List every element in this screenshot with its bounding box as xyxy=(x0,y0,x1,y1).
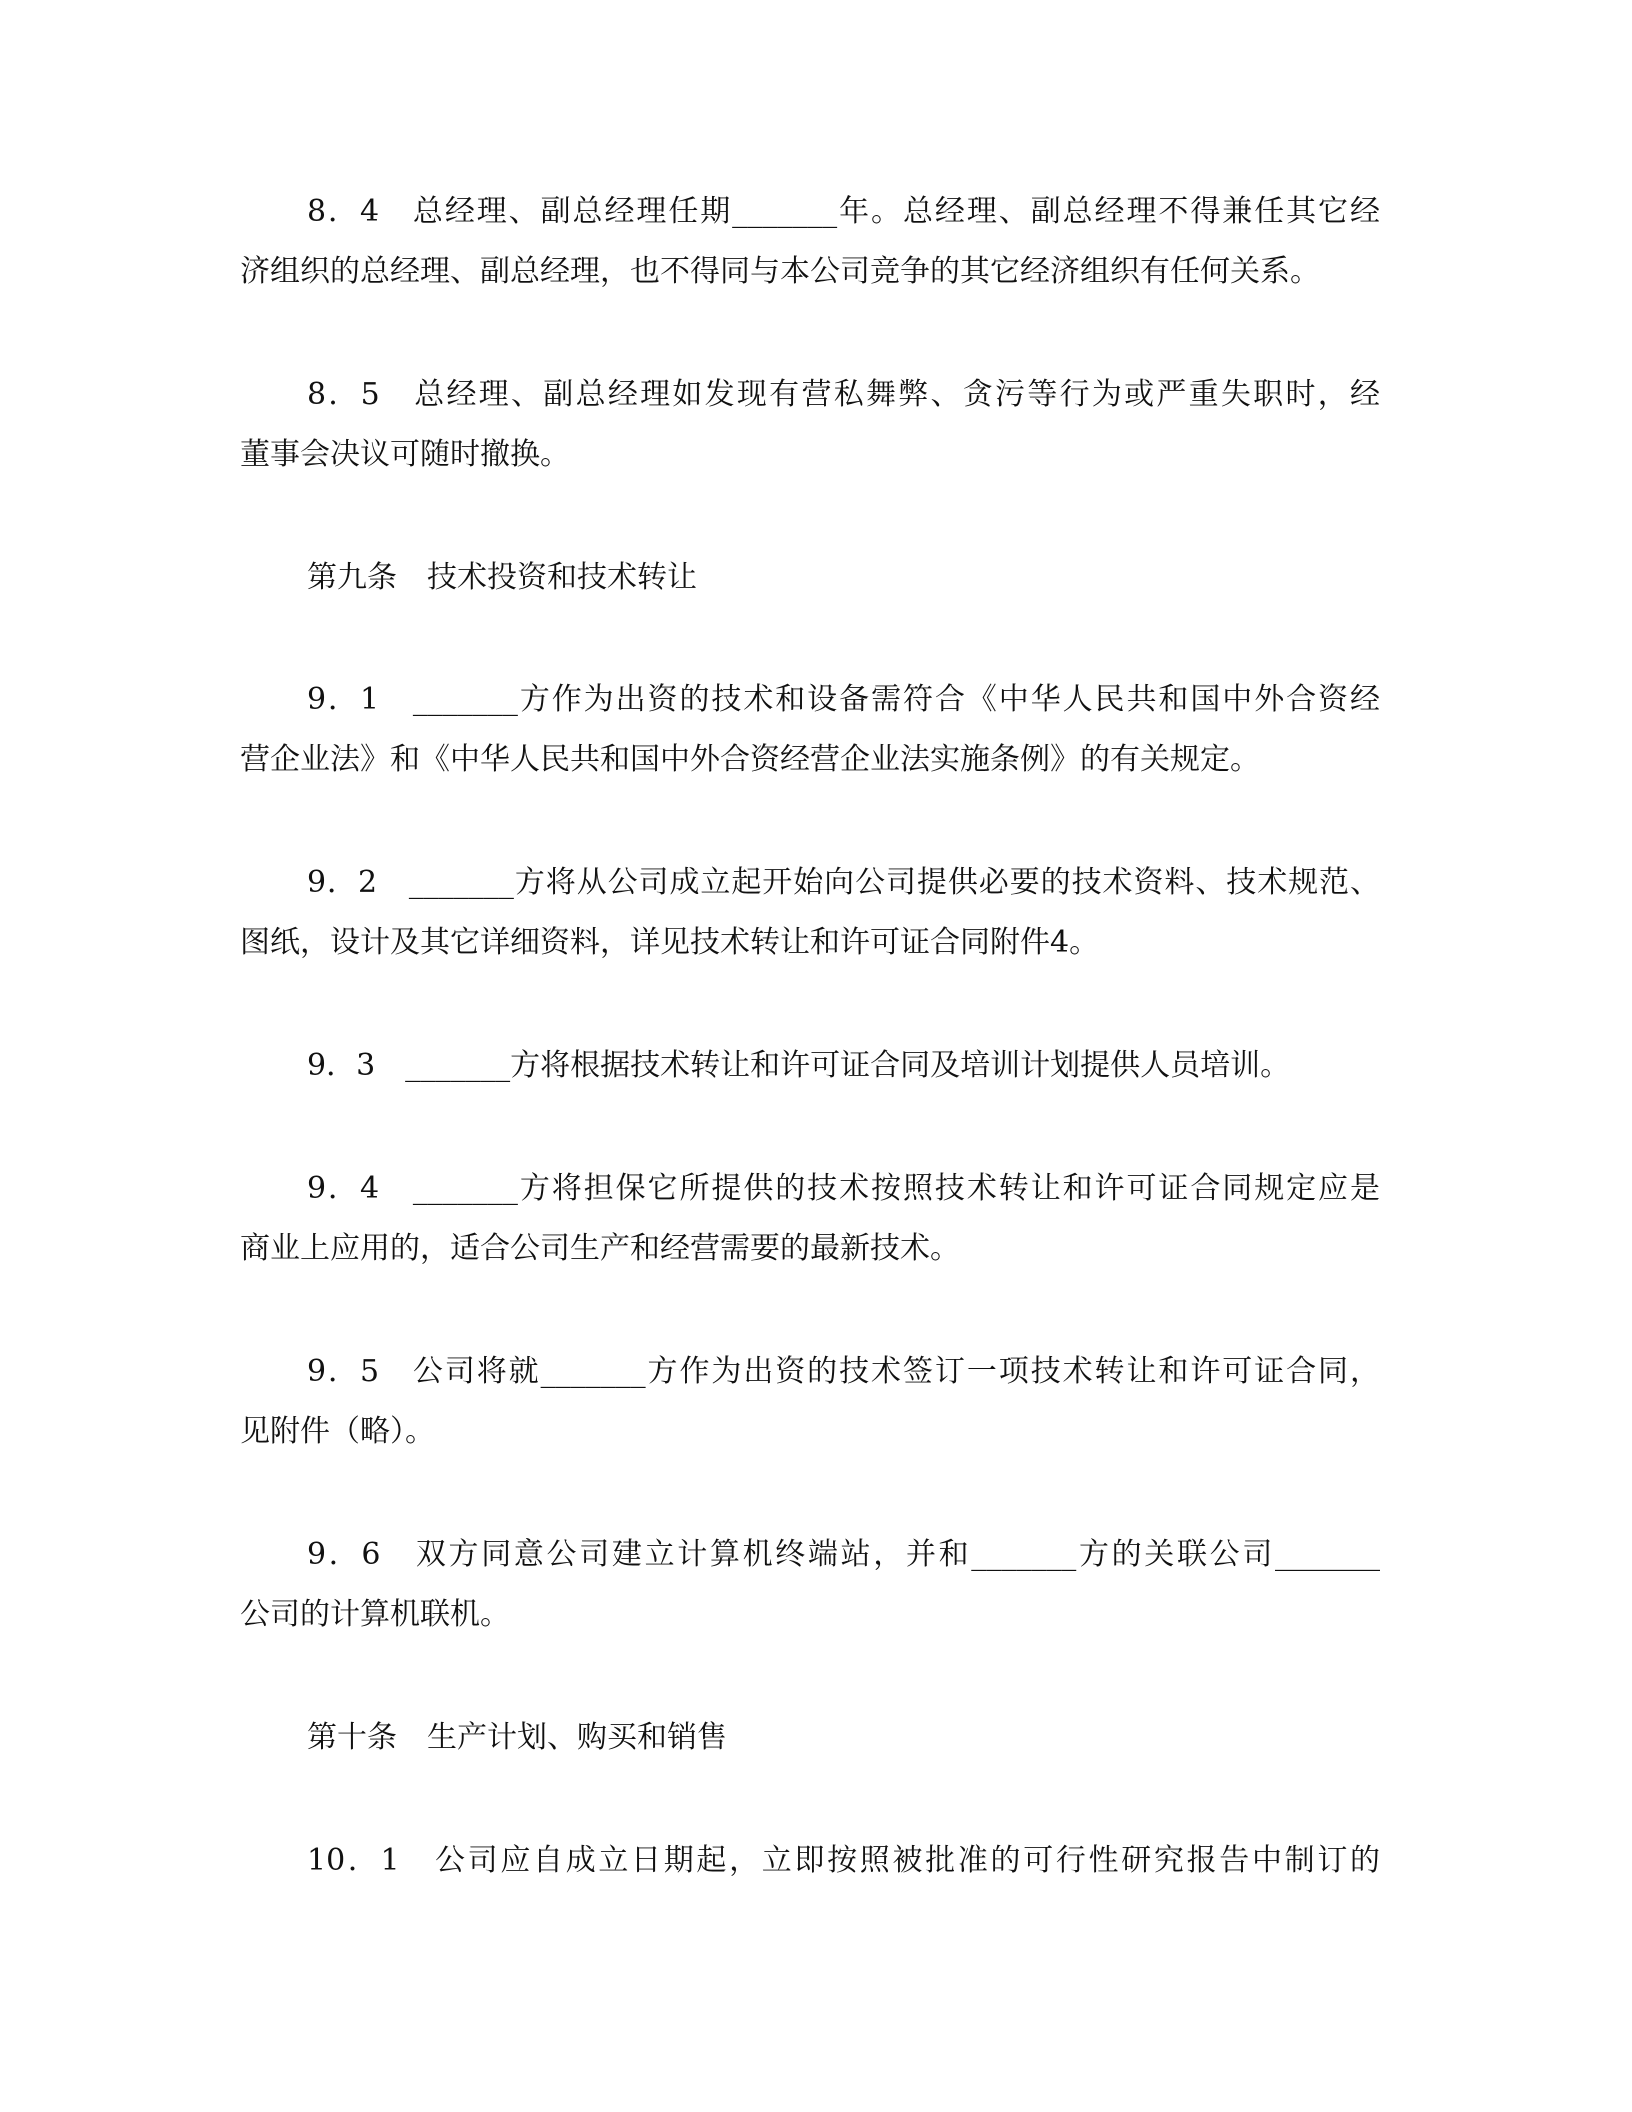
clause-9-4-line-2: 商业上应用的，适合公司生产和经营需要的最新技术。 xyxy=(240,1231,960,1266)
clause-9-2-line-2: 图纸，设计及其它详细资料，详见技术转让和许可证合同附件4。 xyxy=(240,925,1100,960)
clause-9-2-line-1: 9．2 _______方将从公司成立起开始向公司提供必要的技术资料、技术规范、 xyxy=(307,865,1380,900)
clause-9-1-line-2: 营企业法》和《中华人民共和国中外合资经营企业法实施条例》的有关规定。 xyxy=(240,742,1260,777)
clause-8-4-line-1: 8．4 总经理、副总经理任期_______年。总经理、副总经理不得兼任其它经 xyxy=(307,194,1380,229)
article-9-heading: 第九条 技术投资和技术转让 xyxy=(307,560,697,595)
clause-8-4-line-2: 济组织的总经理、副总经理，也不得同与本公司竞争的其它经济组织有任何关系。 xyxy=(240,254,1320,289)
clause-8-5-line-1: 8．5 总经理、副总经理如发现有营私舞弊、贪污等行为或严重失职时，经 xyxy=(307,377,1380,412)
clause-9-1-line-1: 9．1 _______方作为出资的技术和设备需符合《中华人民共和国中外合资经 xyxy=(307,682,1380,717)
clause-10-1-line-1: 10．1 公司应自成立日期起，立即按照被批准的可行性研究报告中制订的 xyxy=(307,1843,1380,1878)
clause-9-5-line-1: 9．5 公司将就_______方作为出资的技术签订一项技术转让和许可证合同， xyxy=(307,1354,1380,1389)
clause-8-5-line-2: 董事会决议可随时撤换。 xyxy=(240,437,570,472)
clause-9-6-line-1: 9．6 双方同意公司建立计算机终端站，并和_______方的关联公司_______ xyxy=(307,1537,1380,1572)
clause-9-4-line-1: 9．4 _______方将担保它所提供的技术按照技术转让和许可证合同规定应是 xyxy=(307,1171,1380,1206)
clause-9-6-line-2: 公司的计算机联机。 xyxy=(240,1597,510,1632)
clause-9-5-line-2: 见附件（略）。 xyxy=(240,1414,435,1449)
article-10-heading: 第十条 生产计划、购买和销售 xyxy=(307,1720,727,1755)
clause-9-3-line-1: 9．3 _______方将根据技术转让和许可证合同及培训计划提供人员培训。 xyxy=(307,1048,1291,1083)
